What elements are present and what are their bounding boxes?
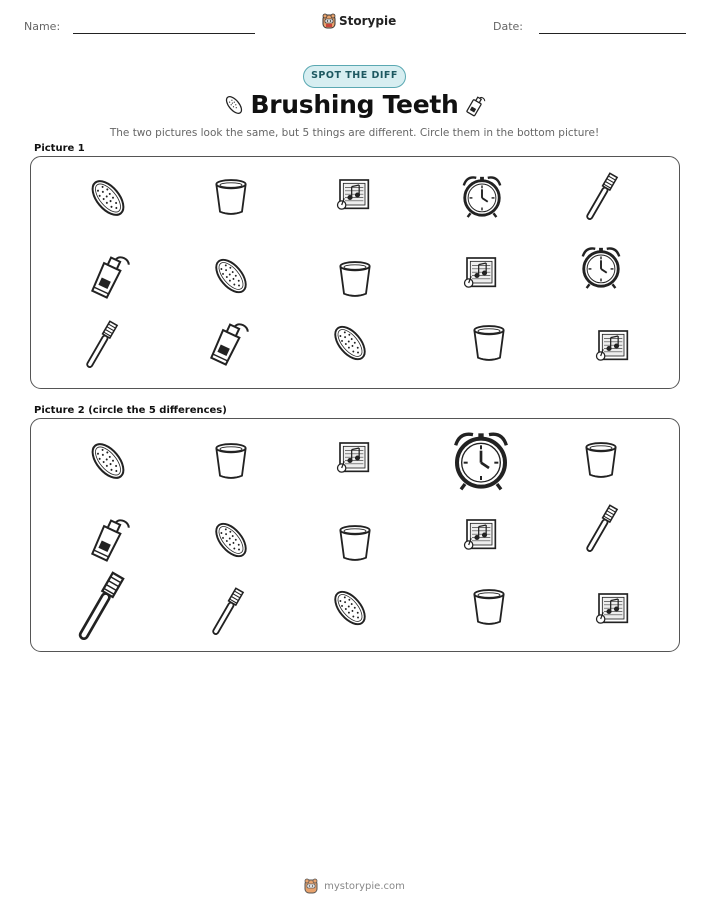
name-line[interactable]	[73, 33, 255, 34]
picture-1-music-icon[interactable]	[594, 326, 634, 366]
picture-1-toothbrush-icon[interactable]	[76, 320, 126, 370]
storypie-mascot-icon	[322, 13, 336, 29]
picture-2-toothpaste-icon[interactable]	[84, 515, 132, 563]
picture-1-music-icon[interactable]	[462, 253, 502, 293]
picture-2-toothbrush-icon[interactable]	[64, 571, 136, 643]
brand-name: Storypie	[339, 14, 397, 28]
picture-2-brush-icon[interactable]	[84, 437, 132, 485]
picture-2-brush-icon[interactable]	[327, 585, 373, 631]
picture-1-toothbrush-icon[interactable]	[576, 172, 626, 222]
footer	[0, 878, 709, 894]
picture-2-music-icon[interactable]	[335, 438, 375, 478]
picture-1-cup-icon[interactable]	[209, 175, 253, 219]
picture-2-cup-icon[interactable]	[209, 439, 253, 483]
date-line[interactable]	[539, 33, 686, 34]
picture-1-toothpaste-icon[interactable]	[84, 252, 132, 300]
picture-2-cup-icon[interactable]	[467, 585, 511, 629]
picture-1-label: Picture 1	[34, 143, 85, 154]
picture-1-cup-icon[interactable]	[467, 321, 511, 365]
brand-logo	[322, 13, 396, 29]
picture-2-music-icon[interactable]	[594, 589, 634, 629]
storypie-mascot-icon	[304, 878, 318, 894]
footer-url[interactable]: mystorypie.com	[324, 880, 405, 892]
page-title: Brushing Teeth	[250, 90, 459, 119]
picture-2-label: Picture 2 (circle the 5 differences)	[34, 405, 227, 416]
picture-1-music-icon[interactable]	[335, 175, 375, 215]
picture-2-clock-icon[interactable]	[449, 428, 513, 492]
picture-1-brush-icon[interactable]	[84, 174, 132, 222]
picture-1-clock-icon[interactable]	[578, 244, 624, 290]
picture-1-brush-icon[interactable]	[208, 253, 254, 299]
picture-2-toothbrush-icon[interactable]	[576, 504, 626, 554]
picture-1-brush-icon[interactable]	[327, 320, 373, 366]
picture-2-cup-icon[interactable]	[333, 521, 377, 565]
picture-2-toothbrush-icon[interactable]	[202, 587, 252, 637]
spot-the-diff-badge: SPOT THE DIFF	[303, 65, 406, 88]
picture-1-toothpaste-icon[interactable]	[203, 319, 251, 367]
name-label: Name:	[24, 20, 61, 33]
toothpaste-icon	[463, 92, 487, 120]
picture-2-cup-icon[interactable]	[579, 438, 623, 482]
date-label: Date:	[493, 20, 523, 33]
picture-2-brush-icon[interactable]	[208, 517, 254, 563]
picture-2-music-icon[interactable]	[462, 515, 502, 555]
instructions: The two pictures look the same, but 5 things are different. Circle them in the bottom picture!	[109, 127, 600, 139]
picture-1-clock-icon[interactable]	[459, 173, 505, 219]
picture-1-cup-icon[interactable]	[333, 257, 377, 301]
